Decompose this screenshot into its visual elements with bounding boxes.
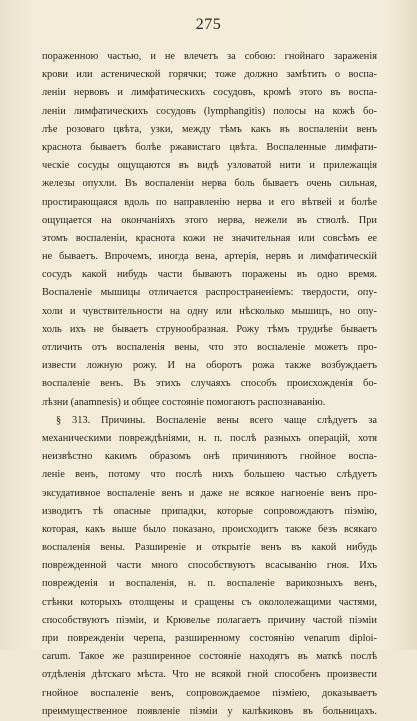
text-line: железы опухли. Въ воспаленіи нерва боль бываетъ очень сильная, bbox=[42, 178, 377, 190]
text-line: лѣзни (anamnesis) и общее состояніе помогаютъ распознаванію. bbox=[42, 396, 326, 408]
text-line: стѣнки которыхъ отолщены и сращены съ окололежащими частями, bbox=[42, 596, 377, 608]
text-line: изводитъ тѣ опасные припадки, которые сопровождаютъ піэмію, bbox=[42, 505, 377, 517]
text-line: механическими повреждѣніями, н. п. послѣ разныхъ операцій, хотя bbox=[42, 432, 377, 444]
text-line: лѣе розоваго цвѣта, узки, между тѣмъ какъ въ воспаленіи венъ bbox=[42, 123, 377, 135]
text-line: при поврежденіи черепа, разширенному состоянію venarum diploi- bbox=[42, 633, 377, 644]
text-line: поврежденной части много способствуютъ всасыванію гноя. Ихъ bbox=[42, 560, 377, 572]
text-line: воспаленіе венъ. Въ этихъ случаяхъ способъ происхожденія бо- bbox=[42, 378, 377, 390]
text-line: леніи лимфатическихъ сосудовъ (lymphangitis) полосы на кожѣ бо- bbox=[42, 105, 377, 117]
text-line: ощущается на окончаніяхъ этого нерва, нежели въ стволѣ. При bbox=[42, 214, 377, 226]
text-line: carum. Такое же разширенное состояніе находятъ въ маткѣ послѣ bbox=[42, 651, 377, 663]
text-line: леніи нервовъ и лимфатическихъ сосудовъ, кромѣ этого въ воспа- bbox=[42, 87, 377, 99]
text-line: отдѣленія дѣтскаго мѣста. Что не всякой гной способенъ произвести bbox=[42, 669, 377, 681]
text-line: преимущественное появленіе піэміи у калѣкиковъ въ больницахъ. bbox=[42, 705, 377, 717]
text-line: пораженною частью, и не влечетъ за собою: гнойнаго зараженія bbox=[42, 51, 377, 62]
body-text bbox=[42, 48, 377, 721]
text-line: извести ложную рожу. И на оборотъ рожа также возбуждаетъ bbox=[42, 360, 377, 372]
text-line: крови или астенической горячки; тоже должно замѣтить о воспа- bbox=[42, 69, 377, 81]
text-line: поврежденія и воспаленія, н. п. воспаленіе варикозныхъ венъ, bbox=[42, 578, 377, 590]
section-heading-line: § 313. Причины. Воспаленіе вены всего чаще слѣдуетъ за bbox=[56, 414, 377, 426]
text-line: холь ихъ не бываетъ струнообразная. Рожу тѣмъ труднѣе бываетъ bbox=[42, 323, 377, 335]
page-number: 275 bbox=[195, 16, 222, 33]
text-line: ческіе сосуды ощущаются въ видѣ узловатой нити и прилежащія bbox=[42, 160, 377, 172]
text-line: холи и чувствительности на одну или нѣсколько мышицъ, но опу- bbox=[42, 305, 377, 317]
text-line: эксудативное воспаленіе венъ и даже не всякое нагноеніе венъ про- bbox=[42, 487, 377, 499]
text-line: этомъ воспаленіи, краснота кожи не значительная или совсѣмъ ее bbox=[42, 232, 377, 244]
text-line: краснота бываетъ болѣе ржавистаго цвѣта. Воспаленные лимфати- bbox=[42, 141, 377, 153]
text-line: леніе венъ, потому что послѣ нихъ большею частью слѣдуетъ bbox=[42, 469, 377, 481]
text-line: способствуютъ піэміи, и Крювелье полагаетъ причину частой піэміи bbox=[42, 614, 377, 626]
text-line: отличить отъ воспаленія вены, что это воспаленіе можетъ про- bbox=[42, 342, 377, 353]
text-line: воспаленія вены. Разширеніе и открытіе венъ въ какой нибудь bbox=[42, 542, 377, 554]
text-line: которая, какъ выше было показано, происходитъ также безъ всякаго bbox=[42, 523, 377, 535]
text-line: простирающаяся вдоль по направленію нерва и его вѣтвей и болѣе bbox=[42, 196, 377, 208]
text-line: не бываетъ. Впрочемъ, иногда вена, артерія, нервъ и лимфатическій bbox=[42, 251, 377, 263]
text-line: сосудъ какой нибудь части бываютъ поражены въ одно время. bbox=[42, 269, 377, 281]
text-line: гнойное воспаленіе венъ, сопровождаемое піэміею, доказываетъ bbox=[42, 687, 377, 699]
text-line: Воспаленіе мышицы отличается распространеніемъ: твердости, опу- bbox=[42, 287, 377, 299]
text-line: неизвѣстно какимъ образомъ онѣ причиняютъ гнойное воспа- bbox=[42, 451, 377, 463]
